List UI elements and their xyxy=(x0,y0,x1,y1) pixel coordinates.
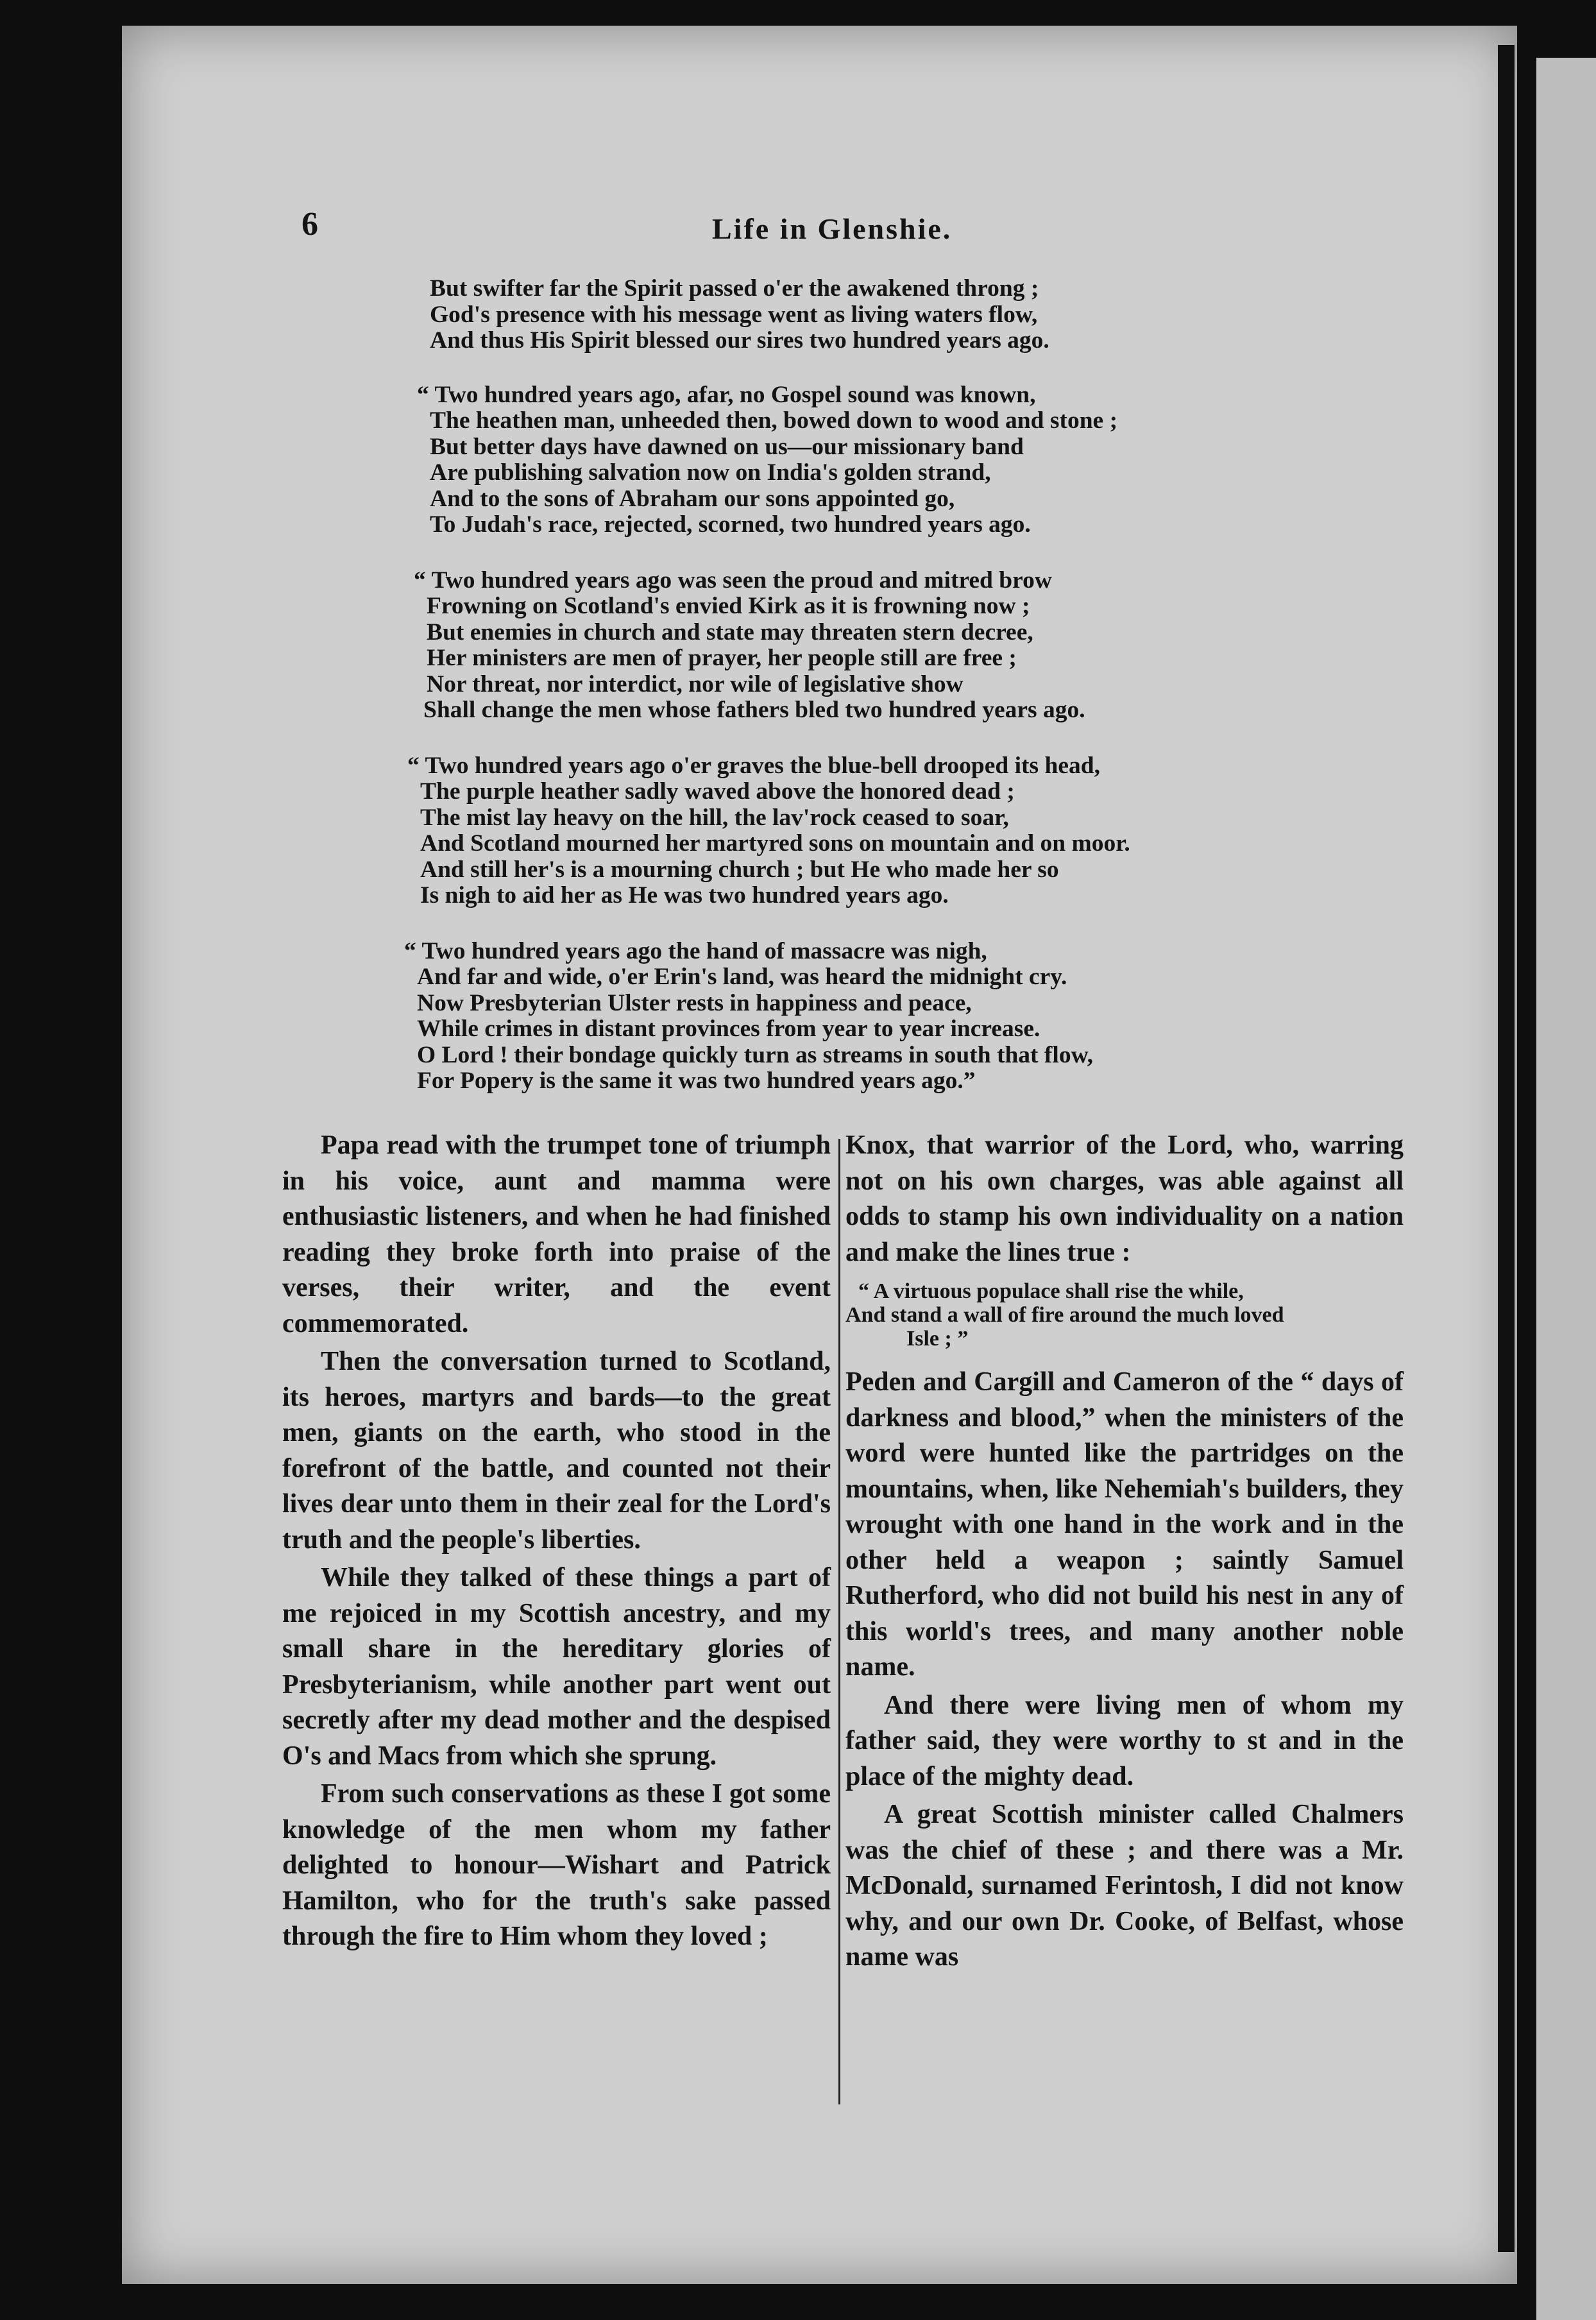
poem-stanza xyxy=(404,939,1264,1095)
poem-line: Frowning on Scotland's envied Kirk as it is frowning now ; xyxy=(427,593,1030,619)
paragraph: Papa read with the trumpet tone of triumph in his voice, aunt and mamma were enthusiastic listeners, and when he had finished reading they broke forth into praise of the verses, their writer, and the event commemorated. xyxy=(282,1130,831,1338)
poem-line: But better days have dawned on us—our missionary band xyxy=(430,433,1024,460)
paragraph: Knox, that warrior of the Lord, who, warring not on his own charges, was able against all odds to stamp his own individuality on a nation and make the lines true : xyxy=(845,1130,1404,1267)
poem-line: Are publishing salvation now on India's golden strand, xyxy=(430,459,991,486)
poem-line: “ Two hundred years ago was seen the proud and mitred brow xyxy=(414,567,1052,593)
poem-line: “ Two hundred years ago o'er graves the blue-bell drooped its head, xyxy=(407,752,1100,779)
block-quote xyxy=(845,1279,1404,1351)
quote-line: Isle ; ” xyxy=(906,1327,969,1351)
poem-line: And Scotland mourned her martyred sons on mountain and on moor. xyxy=(420,830,1130,857)
poem-line: But swifter far the Spirit passed o'er the awakened throng ; xyxy=(430,275,1039,302)
paragraph: From such conservations as these I got some knowledge of the men whom my father delighted to honour—Wishart and Patrick Hamilton, who for the truth's sake passed through the fire to Him whom they loved ; xyxy=(282,1779,831,1951)
poem-line: God's presence with his message went as living waters flow, xyxy=(430,301,1038,328)
poem xyxy=(404,275,1264,1124)
paragraph: A great Scottish minister called Chalmers was the chief of these ; and there was a Mr. McDonald, surnamed Ferintosh, I did not know why, and our own Dr. Cooke, of Belfast, whose name was xyxy=(845,1800,1404,1972)
poem-line: And thus His Spirit blessed our sires two hundred years ago. xyxy=(430,327,1049,354)
poem-line: And still her's is a mourning church ; but He who made her so xyxy=(420,856,1059,883)
poem-line: “ Two hundred years ago the hand of massacre was nigh, xyxy=(404,937,987,964)
poem-line: And far and wide, o'er Erin's land, was heard the midnight cry. xyxy=(417,964,1067,990)
poem-line: And to the sons of Abraham our sons appointed go, xyxy=(430,485,955,512)
paragraph: Then the conversation turned to Scotland, its heroes, martyrs and bards—to the great men, giants on the earth, who stood in the forefront of the battle, and counted not their lives dear unto them in their zeal for the Lord's truth and the people's liberties. xyxy=(282,1347,831,1555)
paragraph: And there were living men of whom my father said, they were worthy to st and in the place of the mighty dead. xyxy=(845,1690,1404,1791)
paragraph: Peden and Cargill and Cameron of the “ days of darkness and blood,” when the ministers of the word were hunted like the partridges on the mountains, when, like Nehemiah's builders, they wrought with one hand in the work and in the other held a weapon ; saintly Samuel Rutherford, who did not build his nest in any of this world's trees, and many another noble name. xyxy=(845,1367,1404,1682)
running-title: Life in Glenshie. xyxy=(712,212,953,245)
poem-line: Nor threat, nor interdict, nor wile of legislative show xyxy=(427,670,964,697)
poem-line: The heathen man, unheeded then, bowed down to wood and stone ; xyxy=(430,407,1118,434)
poem-stanza xyxy=(414,568,1264,724)
right-column xyxy=(845,1128,1404,1978)
paragraph: While they talked of these things a part of me rejoiced in my Scottish ancestry, and my small share in the hereditary glories of Presbyterianism, while another part went out secretly after my dead mother and the despised O's and Macs from which she sprung. xyxy=(282,1563,831,1771)
poem-line: But enemies in church and state may threaten stern decree, xyxy=(427,618,1033,645)
quote-line: “ A virtuous populace shall rise the while, xyxy=(858,1279,1244,1303)
poem-stanza xyxy=(430,276,1264,354)
poem-line: The mist lay heavy on the hill, the lav'rock ceased to soar, xyxy=(420,804,1009,831)
poem-line: For Popery is the same it was two hundred years ago.” xyxy=(417,1068,976,1094)
poem-stanza xyxy=(417,382,1264,538)
column-divider xyxy=(838,1139,840,2104)
quote-line: And stand a wall of fire around the much loved xyxy=(845,1303,1284,1327)
poem-line: Is nigh to aid her as He was two hundred years ago. xyxy=(420,882,949,908)
facing-page-edge xyxy=(1536,58,1596,2320)
page-gutter-shadow xyxy=(1498,45,1515,2252)
poem-line: O Lord ! their bondage quickly turn as streams in south that flow, xyxy=(417,1041,1093,1068)
poem-line: Now Presbyterian Ulster rests in happiness and peace, xyxy=(417,989,972,1016)
page-number: 6 xyxy=(301,206,318,243)
poem-line: The purple heather sadly waved above the honored dead ; xyxy=(420,778,1015,805)
poem-line: While crimes in distant provinces from year to year increase. xyxy=(417,1016,1040,1042)
left-column xyxy=(282,1128,831,1958)
poem-line: “ Two hundred years ago, afar, no Gospel sound was known, xyxy=(417,381,1036,408)
poem-line: To Judah's race, rejected, scorned, two hundred years ago. xyxy=(430,511,1031,538)
poem-line: Her ministers are men of prayer, her people still are free ; xyxy=(427,645,1017,671)
poem-stanza xyxy=(407,753,1264,909)
poem-line: Shall change the men whose fathers bled two hundred years ago. xyxy=(423,697,1085,723)
